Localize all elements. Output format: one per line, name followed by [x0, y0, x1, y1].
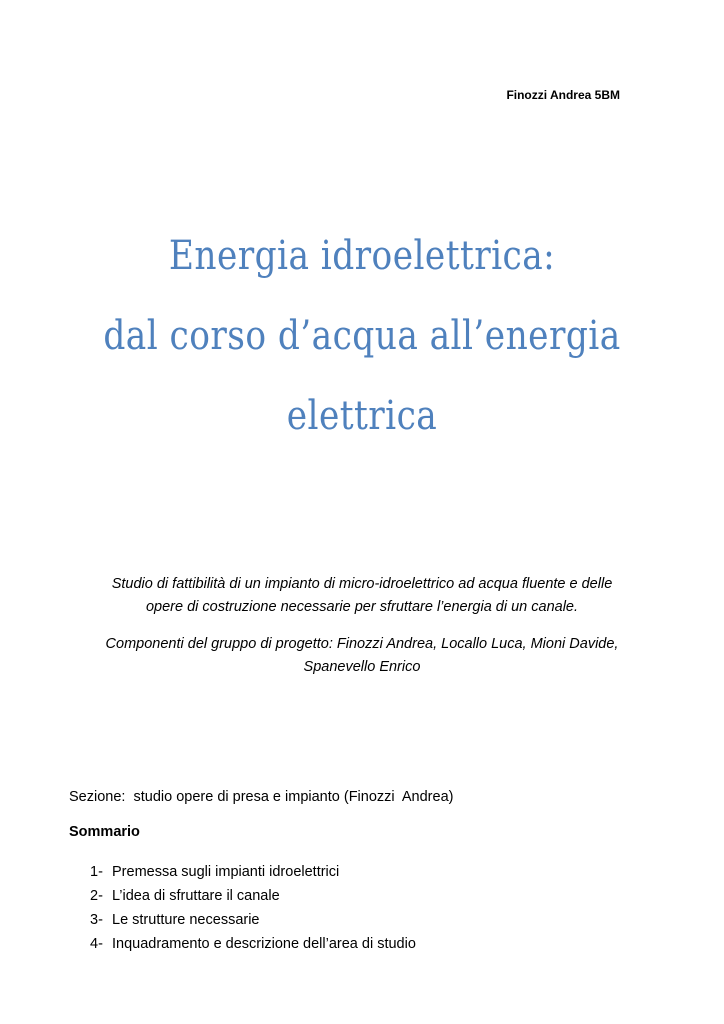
group-members-line-2: Spanevello Enrico	[303, 659, 421, 675]
list-item	[90, 884, 416, 908]
study-description	[70, 573, 654, 619]
summary-list	[90, 860, 416, 956]
title-line-1: Energia idroelettrica:	[168, 233, 556, 279]
list-item	[90, 860, 416, 884]
list-item	[90, 908, 416, 932]
author-header: Finozzi Andrea 5BM	[506, 88, 620, 102]
section-label: Sezione: studio opere di presa e impianto (Finozzi Andrea)	[69, 789, 454, 805]
study-description-line-2: opere di costruzione necessarie per sfruttare l’energia di un canale.	[145, 599, 579, 615]
list-item-number: 4-	[90, 936, 103, 952]
list-item-label: L’idea di sfruttare il canale	[112, 888, 280, 904]
list-item-label: Inquadramento e descrizione dell’area di studio	[112, 936, 416, 952]
group-members-line-1: Componenti del gruppo di progetto: Finozzi Andrea, Locallo Luca, Mioni Davide,	[105, 636, 619, 652]
study-description-line-1: Studio di fattibilità di un impianto di micro-idroelettrico ad acqua fluente e delle	[111, 576, 613, 592]
list-item-number: 3-	[90, 912, 103, 928]
document-title	[102, 216, 621, 456]
group-members	[70, 633, 654, 679]
list-item	[90, 932, 416, 956]
list-item-number: 2-	[90, 888, 103, 904]
list-item-number: 1-	[90, 864, 103, 880]
title-line-3: elettrica	[286, 393, 438, 439]
list-item-label: Le strutture necessarie	[112, 912, 260, 928]
title-line-2: dal corso d’acqua all’energia	[103, 313, 621, 359]
summary-heading: Sommario	[69, 824, 140, 840]
list-item-label: Premessa sugli impianti idroelettrici	[112, 864, 340, 880]
